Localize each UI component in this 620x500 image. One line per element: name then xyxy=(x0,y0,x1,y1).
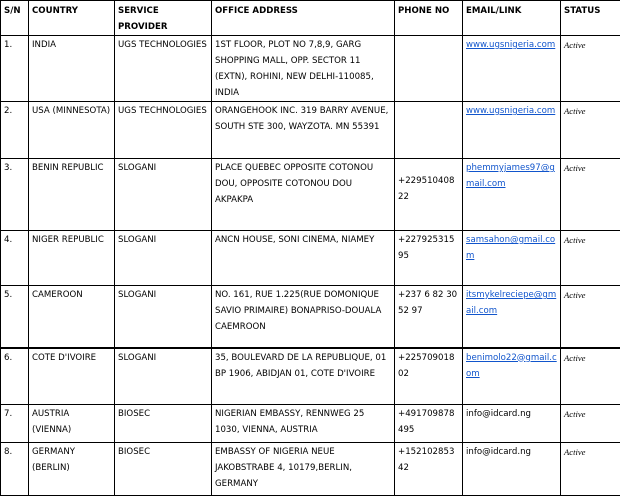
cell-country: BENIN REPUBLIC xyxy=(29,159,115,231)
cell-email xyxy=(463,348,561,405)
cell-country: COTE D'IVOIRE xyxy=(29,348,115,405)
cell-address: 1ST FLOOR, PLOT NO 7,8,9, GARG SHOPPING MALL, OPP. SECTOR 11 (EXTN), ROHINI, NEW DELHI-110085, INDIA xyxy=(212,36,395,102)
cell-address: ANCN HOUSE, SONI CINEMA, NIAMEY xyxy=(212,231,395,286)
cell-country: CAMEROON xyxy=(29,286,115,348)
header-provider: SERVICE PROVIDER xyxy=(115,1,212,36)
cell-phone xyxy=(395,443,463,496)
phone-text: +22951040822 xyxy=(398,176,455,202)
cell-sn: 4. xyxy=(1,231,29,286)
header-sn: S/N xyxy=(1,1,29,36)
cell-sn: 1. xyxy=(1,36,29,102)
cell-sn: 6. xyxy=(1,348,29,405)
cell-status: Active xyxy=(561,286,620,348)
table-row xyxy=(1,405,620,443)
cell-status: Active xyxy=(561,443,620,496)
cell-phone xyxy=(395,36,463,102)
cell-email xyxy=(463,102,561,159)
cell-provider: SLOGANI xyxy=(115,159,212,231)
cell-status: Active xyxy=(561,231,620,286)
cell-email xyxy=(463,286,561,348)
header-status: STATUS xyxy=(561,1,620,36)
cell-sn: 8. xyxy=(1,443,29,496)
cell-provider: SLOGANI xyxy=(115,348,212,405)
email-text: info@idcard.ng xyxy=(466,409,532,419)
table-row xyxy=(1,102,620,159)
cell-sn: 7. xyxy=(1,405,29,443)
header-country: COUNTRY xyxy=(29,1,115,36)
cell-sn: 3. xyxy=(1,159,29,231)
email-link[interactable]: www.ugsnigeria.com xyxy=(466,40,556,50)
cell-provider: BIOSEC xyxy=(115,405,212,443)
cell-address: ORANGEHOOK INC. 319 BARRY AVENUE, SOUTH STE 300, WAYZOTA. MN 55391 xyxy=(212,102,395,159)
phone-text: +22792531595 xyxy=(398,235,455,261)
cell-country: NIGER REPUBLIC xyxy=(29,231,115,286)
cell-status: Active xyxy=(561,348,620,405)
cell-country: AUSTRIA (VIENNA) xyxy=(29,405,115,443)
cell-country: INDIA xyxy=(29,36,115,102)
cell-country: GERMANY (BERLIN) xyxy=(29,443,115,496)
table-row xyxy=(1,348,620,405)
cell-provider: BIOSEC xyxy=(115,443,212,496)
phone-text: +22570901802 xyxy=(398,352,455,379)
cell-phone xyxy=(395,348,463,405)
table-row xyxy=(1,159,620,231)
table-header-row xyxy=(1,1,620,36)
email-link[interactable]: benimolo22@gmail.com xyxy=(466,352,557,379)
table-row xyxy=(1,286,620,348)
cell-sn: 2. xyxy=(1,102,29,159)
cell-address: EMBASSY OF NIGERIA NEUE JAKOBSTRABE 4, 10179,BERLIN, GERMANY xyxy=(212,443,395,496)
cell-status: Active xyxy=(561,159,620,231)
header-email: EMAIL/LINK xyxy=(463,1,561,36)
cell-phone xyxy=(395,231,463,286)
cell-phone xyxy=(395,102,463,159)
cell-address: NIGERIAN EMBASSY, RENNWEG 25 1030, VIENNA, AUSTRIA xyxy=(212,405,395,443)
email-link[interactable]: phemmyjames97@gmail.com xyxy=(466,163,555,189)
cell-provider: SLOGANI xyxy=(115,231,212,286)
cell-phone xyxy=(395,405,463,443)
email-text: info@idcard.ng xyxy=(466,447,532,457)
email-link[interactable]: www.ugsnigeria.com xyxy=(466,106,556,116)
email-link[interactable]: samsahon@gmail.com xyxy=(466,235,556,261)
cell-country: USA (MINNESOTA) xyxy=(29,102,115,159)
cell-phone xyxy=(395,159,463,231)
cell-email xyxy=(463,159,561,231)
cell-email xyxy=(463,36,561,102)
header-phone: PHONE NO xyxy=(395,1,463,36)
cell-address: PLACE QUEBEC OPPOSITE COTONOU DOU, OPPOSITE COTONOU DOU AKPAKPA xyxy=(212,159,395,231)
cell-provider: UGS TECHNOLOGIES xyxy=(115,36,212,102)
cell-email xyxy=(463,231,561,286)
phone-text: +491709878495 xyxy=(398,409,455,435)
header-address: OFFICE ADDRESS xyxy=(212,1,395,36)
table-row xyxy=(1,36,620,102)
cell-status: Active xyxy=(561,102,620,159)
phone-text: +15210285342 xyxy=(398,447,455,473)
email-link[interactable]: itsmykelreciepe@gmail.com xyxy=(466,290,557,316)
cell-status: Active xyxy=(561,36,620,102)
cell-provider: SLOGANI xyxy=(115,286,212,348)
cell-provider: UGS TECHNOLOGIES xyxy=(115,102,212,159)
cell-phone: +237 6 82 30 52 97 xyxy=(395,286,463,348)
cell-status: Active xyxy=(561,405,620,443)
cell-address: NO. 161, RUE 1.225(RUE DOMONIQUE SAVIO PRIMAIRE) BONAPRISO-DOUALA CAEMROON xyxy=(212,286,395,348)
cell-address: 35, BOULEVARD DE LA REPUBLIQUE, 01 BP 1906, ABIDJAN 01, COTE D'IVOIRE xyxy=(212,348,395,405)
cell-email xyxy=(463,405,561,443)
table-row xyxy=(1,443,620,496)
cell-sn: 5. xyxy=(1,286,29,348)
cell-email xyxy=(463,443,561,496)
table-row xyxy=(1,231,620,286)
